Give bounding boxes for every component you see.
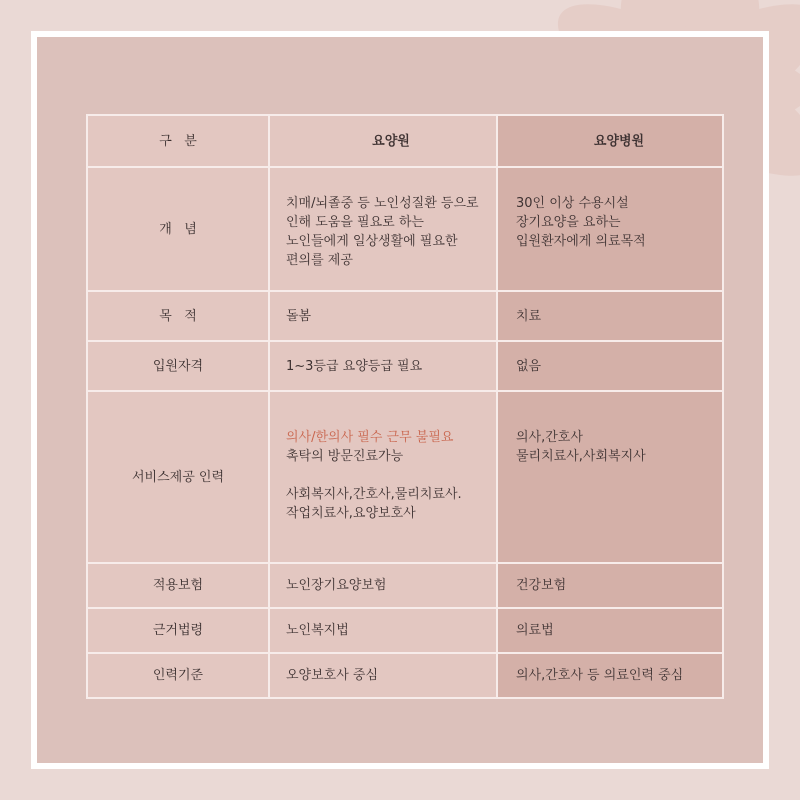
text-line: 작업치료사,요양보호사 — [286, 506, 416, 521]
row-label-staff: 서비스제공 인력 — [87, 391, 269, 563]
header-nursing-hospital: 요양병원 — [497, 115, 723, 167]
blank-line — [286, 466, 496, 485]
cell-staffing-nursing-home: 오양보호사 중심 — [269, 653, 497, 698]
text-line: 30인 이상 수용시설 — [516, 196, 629, 211]
table-row — [87, 291, 723, 341]
table-row — [87, 563, 723, 608]
text-line: 치매/뇌졸중 등 노인성질환 등으로 — [286, 196, 479, 211]
cell-eligibility-nursing-home: 1~3등급 요양등급 필요 — [269, 341, 497, 391]
row-label-law: 근거법령 — [87, 608, 269, 653]
text-line: 편의를 제공 — [286, 253, 353, 268]
row-label-eligibility: 입원자격 — [87, 341, 269, 391]
cell-eligibility-nursing-hospital: 없음 — [497, 341, 723, 391]
row-label-staffing-standard: 인력기준 — [87, 653, 269, 698]
cell-staff-nursing-home — [269, 391, 497, 563]
text-line: 물리치료사,사회복지사 — [516, 449, 646, 464]
cell-insurance-nursing-hospital: 건강보험 — [497, 563, 723, 608]
header-nursing-home: 요양원 — [269, 115, 497, 167]
table-row — [87, 608, 723, 653]
text-line: 사회복지사,간호사,물리치료사. — [286, 487, 462, 502]
comparison-table — [86, 114, 724, 699]
text-line: 의사,간호사 — [516, 430, 583, 445]
text-line: 촉탁의 방문진료가능 — [286, 449, 404, 464]
accent-text-line: 의사/한의사 필수 근무 불필요 — [286, 430, 454, 445]
text-line: 장기요양을 요하는 — [516, 215, 621, 230]
header-category: 구 분 — [87, 115, 269, 167]
cell-staff-nursing-hospital — [497, 391, 723, 563]
row-label-purpose: 목 적 — [87, 291, 269, 341]
cell-purpose-nursing-home: 돌봄 — [269, 291, 497, 341]
row-label-concept: 개 념 — [87, 167, 269, 291]
table-row — [87, 341, 723, 391]
table-row — [87, 653, 723, 698]
cell-concept-nursing-hospital — [497, 167, 723, 291]
text-line: 노인들에게 일상생활에 필요한 — [286, 234, 458, 249]
cell-staffing-nursing-hospital: 의사,간호사 등 의료인력 중심 — [497, 653, 723, 698]
table-header-row — [87, 115, 723, 167]
row-label-insurance: 적용보험 — [87, 563, 269, 608]
cell-concept-nursing-home — [269, 167, 497, 291]
cell-insurance-nursing-home: 노인장기요양보험 — [269, 563, 497, 608]
table-row — [87, 167, 723, 291]
cell-law-nursing-home: 노인복지법 — [269, 608, 497, 653]
text-line: 입원환자에게 의료목적 — [516, 234, 646, 249]
table-row — [87, 391, 723, 563]
text-line: 인해 도움을 필요로 하는 — [286, 215, 424, 230]
cell-purpose-nursing-hospital: 치료 — [497, 291, 723, 341]
cell-law-nursing-hospital: 의료법 — [497, 608, 723, 653]
